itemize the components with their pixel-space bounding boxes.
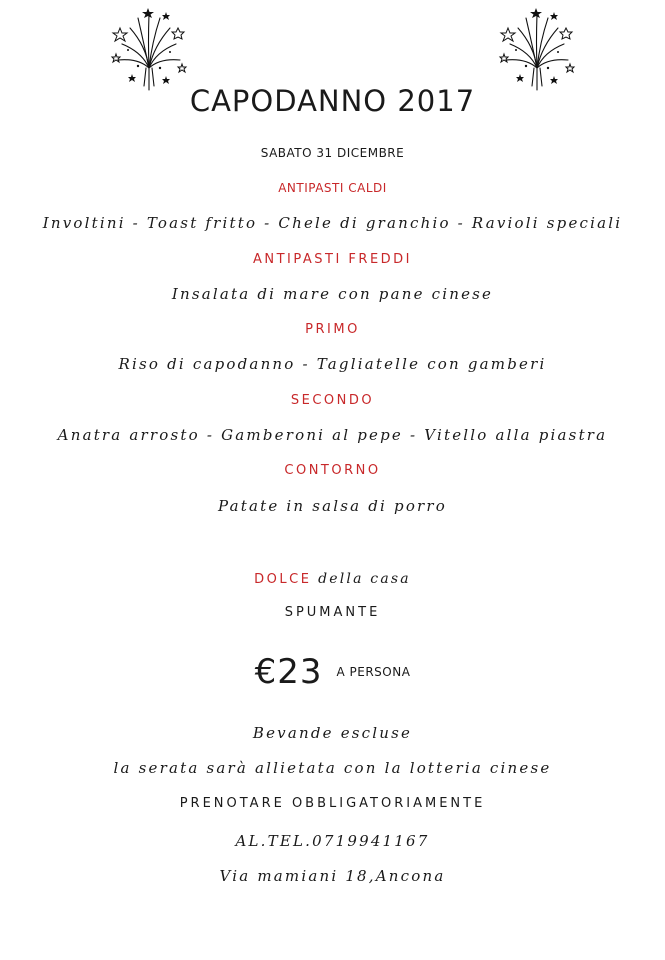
firework-icon-right — [496, 6, 578, 92]
address: Via mamiani 18,Ancona — [219, 867, 446, 885]
booking-note: PRENOTARE OBBLIGATORIAMENTE — [179, 796, 486, 811]
heading-contorno: CONTORNO — [284, 463, 381, 478]
dolce-suffix: della casa — [311, 571, 411, 587]
dishes-contorno: Patate in salsa di porro — [217, 497, 448, 515]
dishes-antipasti-caldi: Involtini - Toast fritto - Chele di granchio - Ravioli speciali — [42, 214, 623, 232]
event-date: SABATO 31 DICEMBRE — [260, 146, 405, 160]
heading-antipasti-caldi: ANTIPASTI CALDI — [278, 181, 387, 195]
heading-secondo: SECONDO — [290, 393, 375, 408]
dolce-line — [0, 568, 665, 587]
dishes-primo: Riso di capodanno - Tagliatelle con gamberi — [118, 355, 547, 373]
firework-icon-left — [108, 6, 190, 92]
price-row — [0, 652, 665, 692]
phone-number: AL.TEL.0719941167 — [235, 832, 430, 850]
evening-note: la serata sarà allietata con la lotteria cinese — [113, 759, 552, 777]
dishes-antipasti-freddi: Insalata di mare con pane cinese — [171, 285, 494, 303]
heading-primo: PRIMO — [305, 322, 360, 337]
drinks-note: Bevande escluse — [252, 724, 413, 742]
spumante: SPUMANTE — [284, 605, 381, 620]
dishes-secondo: Anatra arrosto - Gamberoni al pepe - Vitello alla piastra — [57, 426, 608, 444]
heading-dolce: DOLCE — [254, 572, 312, 587]
heading-antipasti-freddi: ANTIPASTI FREDDI — [252, 252, 413, 267]
page-title: CAPODANNO 2017 — [189, 84, 476, 118]
price-amount: €23 — [254, 652, 323, 692]
price-unit: A PERSONA — [336, 665, 411, 679]
